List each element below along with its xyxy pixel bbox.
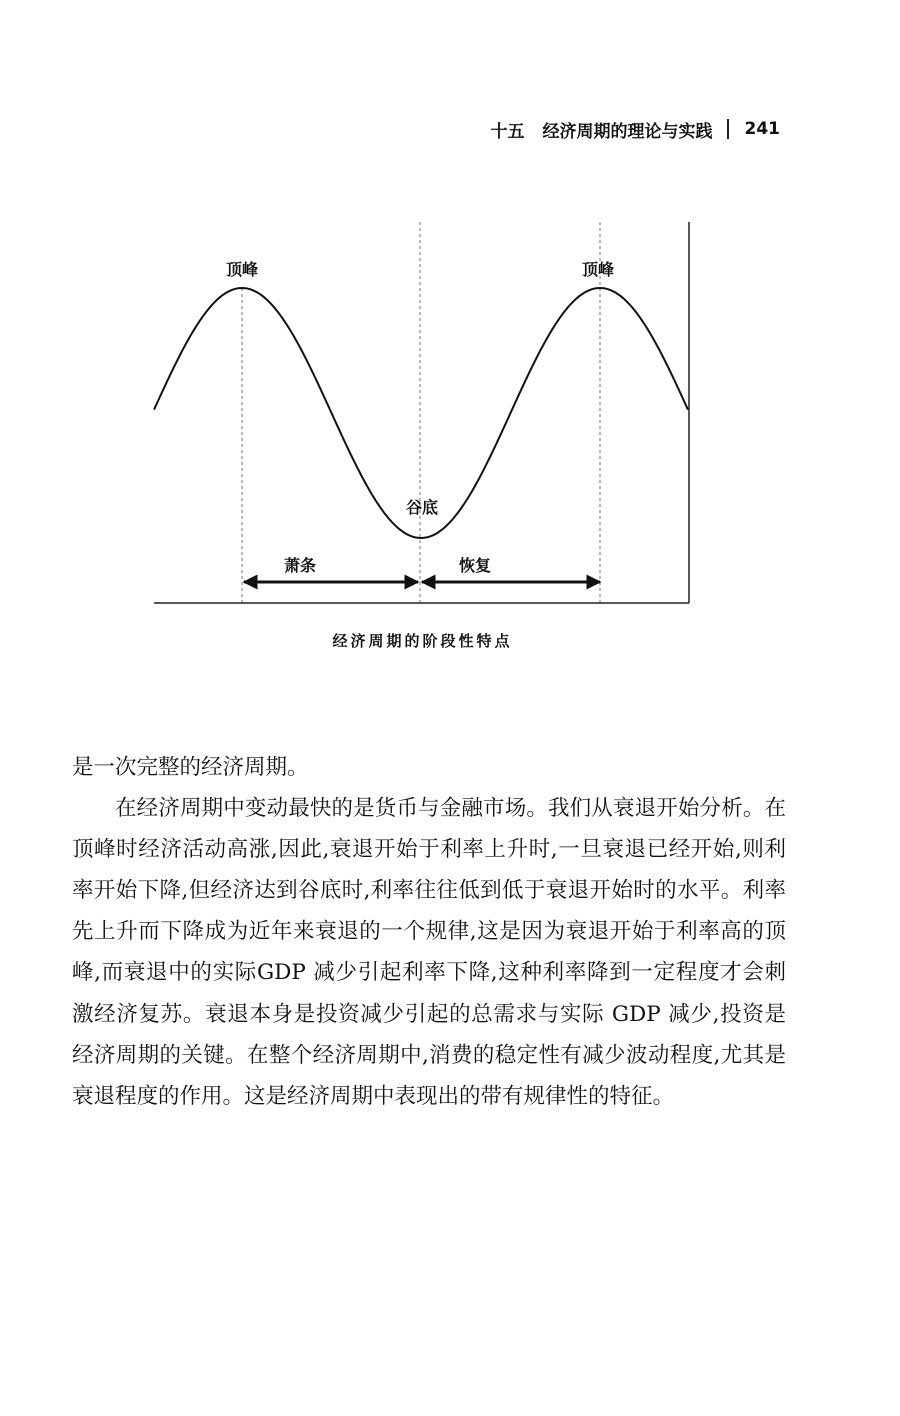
chapter-title: 经济周期的理论与实践 [542,121,713,142]
paragraph-2: 在经济周期中变动最快的是货币与金融市场。我们从衰退开始分析。在顶峰时经济活动高涨,因此,衰退开始于利率上升时,一旦衰退已经开始,则利率开始下降,但经济达到谷底时,利率往往低到低于衰退开始时的水平。利率先上升而下降成为近年来衰退的一个规律,这是因为衰退开始于利率高的顶峰,而衰退中的实际GDP 减少引起利率下降,这种利率降到一定程度才会刺激经济复苏。衰退本身是投资减少引起的总需求与实际 GDP 减少,投资是经济周期的关键。在整个经济周期中,消费的稳定性有减少波动程度,尤其是衰退程度的作用。这是经济周期中表现出的带有规律性的特征。 [72,796,786,1109]
recovery-label: 恢复 [458,556,492,575]
figure-caption: 经济周期的阶段性特点 [332,632,513,650]
body-text [72,747,786,1117]
paragraph-1: 是一次完整的经济周期。 [72,755,309,780]
trough-label: 谷底 [405,498,439,517]
business-cycle-diagram [0,0,900,700]
recession-label: 萧条 [283,556,317,575]
chapter-number: 十五 [490,121,525,142]
page-number: 241 [744,119,780,139]
peak-left-label: 顶峰 [225,260,259,279]
business-cycle-figure [0,0,900,700]
peak-right-label: 顶峰 [581,260,615,279]
